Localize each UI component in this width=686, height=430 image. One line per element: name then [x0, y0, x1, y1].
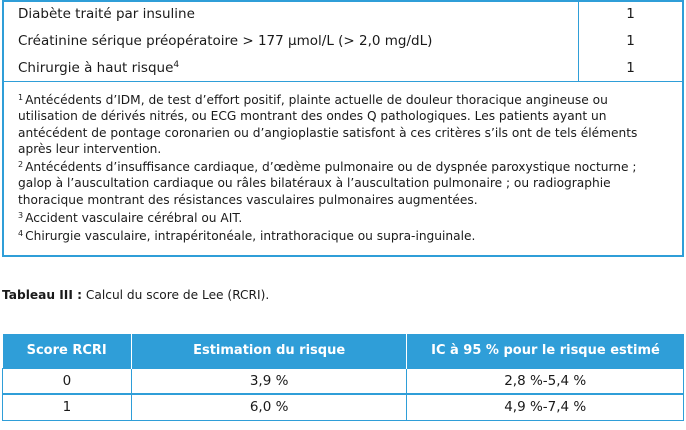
table-row: [3, 394, 684, 420]
criterion-points: 1: [578, 27, 682, 54]
table-border: [4, 0, 682, 2]
footnote-number: 1: [18, 93, 24, 102]
table-cell: 2,8 %-5,4 %: [407, 368, 684, 394]
footnote-text: Accident vasculaire cérébral ou AIT.: [25, 211, 243, 226]
criterion-label: Diabète traité par insuline: [18, 5, 195, 22]
table-cell: 4,9 %-7,4 %: [407, 394, 684, 420]
footnote-text: Antécédents d’insuffisance cardiaque, d’œdème pulmonaire ou de dyspnée paroxystique nocturne ; galop à l’auscultation cardiaque ou râles bilatéraux à l’auscultation pulmonaire ; ou radiographie thoracique montrant des résistances vasculaires pulmonaires augmentées.: [18, 160, 637, 207]
footnote-number: 2: [18, 160, 24, 170]
column-header: Estimation du risque: [131, 334, 407, 368]
table-caption: [2, 288, 269, 302]
column-header: Score RCRI: [3, 334, 132, 368]
table-row: [4, 27, 682, 54]
criterion-label: Chirurgie à haut risque$^4$: [18, 59, 180, 76]
footnote-text: Chirurgie vasculaire, intrapéritonéale, intrathoracique ou supra-inguinale.: [25, 229, 476, 244]
footnote-text: Antécédents d’IDM, de test d’effort positif, plainte actuelle de douleur thoracique angineuse ou utilisation de dérivés nitrés, ou ECG montrant des ondes Q pathologiques. Les patients ayant un antécédent de pontage coronarien ou d’angioplastie satisfont à ces critères s’ils ont de tels éléments après leur intervention.: [18, 93, 638, 156]
table-cell: 1: [3, 394, 132, 420]
table-cell: 0: [3, 368, 132, 394]
caption-text: Calcul du score de Lee (RCRI).: [82, 288, 270, 302]
footnote-number: 4: [18, 229, 24, 239]
criterion-points: 1: [578, 54, 682, 81]
criterion-label: Créatinine sérique préopératoire > 177 µmol/L (> 2,0 mg/dL): [18, 32, 433, 49]
caption-label: Tableau III :: [2, 288, 82, 302]
footnote: [18, 90, 668, 157]
risk-table: [2, 334, 684, 421]
criterion-points: 1: [578, 0, 682, 27]
footnote: [18, 226, 668, 244]
footnote: [18, 157, 668, 208]
criteria-table: [2, 0, 684, 257]
table-row: [3, 368, 684, 394]
footnote-ref: 4: [173, 59, 180, 70]
footnote: [18, 208, 668, 226]
column-header: IC à 95 % pour le risque estimé: [407, 334, 684, 368]
table-header-row: [3, 334, 684, 368]
table-cell: 6,0 %: [131, 394, 407, 420]
footnote-number: 3: [18, 211, 24, 221]
table-row: [4, 54, 682, 81]
table-row: [4, 0, 682, 27]
footnotes: [4, 81, 682, 255]
table-cell: 3,9 %: [131, 368, 407, 394]
